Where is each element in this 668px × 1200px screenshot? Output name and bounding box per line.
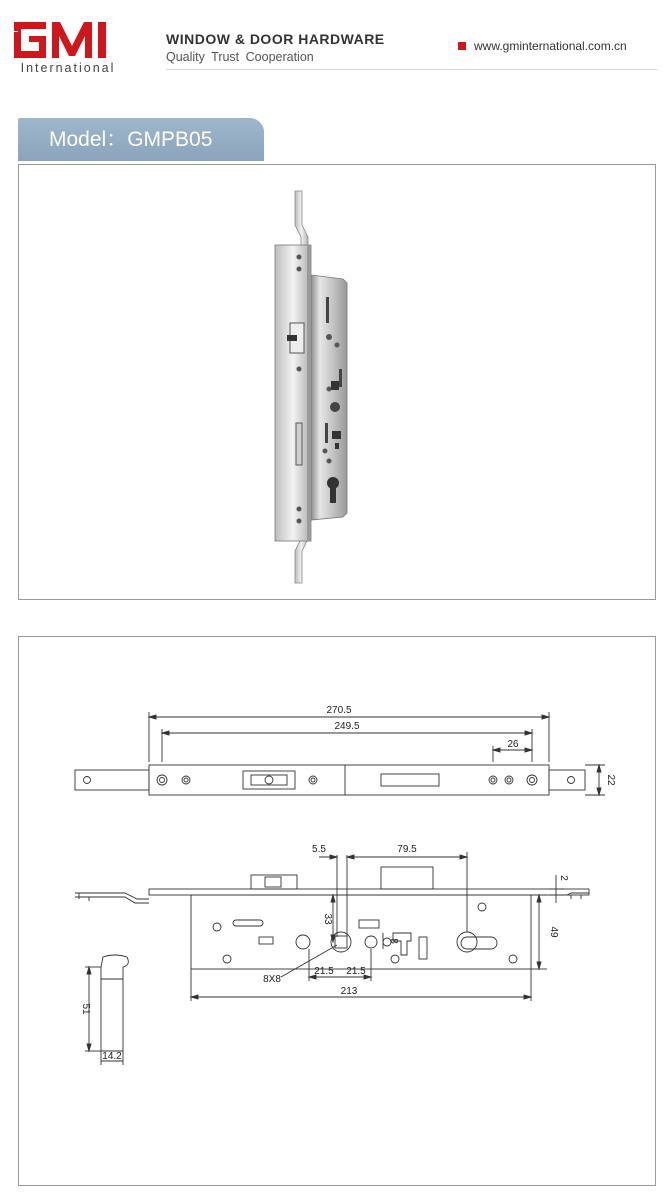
dim-213: 213 xyxy=(340,986,358,997)
mortise-lock-photo xyxy=(19,165,655,599)
website-link[interactable] xyxy=(458,39,627,53)
dim-79-5: 79.5 xyxy=(397,844,417,855)
dim-14-2: 14.2 xyxy=(102,1051,122,1062)
website-url[interactable]: www.gminternational.com.cn xyxy=(474,39,627,53)
company-slogan: Quality Trust Cooperation xyxy=(166,50,314,64)
header-divider xyxy=(166,69,657,70)
dim-249-5: 249.5 xyxy=(334,721,360,732)
dim-22: 22 xyxy=(605,774,616,786)
dim-8x8: 8X8 xyxy=(263,974,281,985)
dim-49: 49 xyxy=(548,926,559,938)
dim-5-5: 5.5 xyxy=(312,844,326,855)
dim-33: 33 xyxy=(322,913,333,925)
technical-drawing-panel xyxy=(18,636,656,1186)
product-photo-panel xyxy=(18,164,656,600)
model-label: Model：GMPB05 xyxy=(49,128,213,151)
dim-26: 26 xyxy=(507,739,519,750)
dim-51: 51 xyxy=(80,1003,91,1015)
lock-case-view xyxy=(75,852,589,1001)
bullet-square-icon xyxy=(458,42,466,50)
technical-drawing xyxy=(19,637,655,1185)
dim-21-5-left: 21.5 xyxy=(314,966,334,977)
model-title-tab xyxy=(18,118,264,161)
company-tagline-title: WINDOW & DOOR HARDWARE xyxy=(166,31,385,47)
dim-21-5-right: 21.5 xyxy=(346,966,366,977)
dim-270-5: 270.5 xyxy=(326,705,352,716)
gmi-logo-mark xyxy=(12,20,124,60)
dim-8: 8 xyxy=(388,938,399,944)
dim-2: 2 xyxy=(558,875,569,881)
brand-subtitle: International xyxy=(20,61,116,75)
